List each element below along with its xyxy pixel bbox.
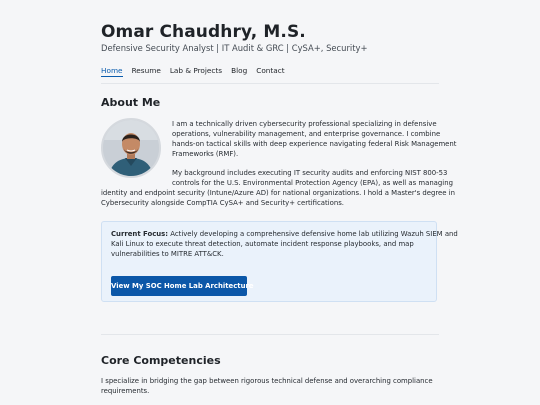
nav-contact[interactable]: Contact xyxy=(256,66,285,75)
about-heading: About Me xyxy=(101,96,161,109)
core-competencies-text xyxy=(101,376,439,396)
about-paragraph-2 xyxy=(101,168,455,208)
nav-lab-projects[interactable]: Lab & Projects xyxy=(169,66,223,75)
header-divider xyxy=(101,83,439,84)
section-divider xyxy=(101,334,439,335)
core-line: requirements. xyxy=(101,387,150,396)
about-p1-line: operations, vulnerability management, and enterprise governance. I combine xyxy=(172,130,441,139)
about-p2-line: Cybersecurity alongside CompTIA CySA+ and Security+ certifications. xyxy=(101,199,344,208)
core-line: I specialize in bridging the gap between rigorous technical defense and overarching compliance xyxy=(101,377,433,385)
nav-blog[interactable]: Blog xyxy=(231,66,248,75)
core-competencies-heading: Core Competencies xyxy=(101,354,221,367)
site-tagline: Defensive Security Analyst | IT Audit & GRC | CySA+, Security+ xyxy=(101,43,368,53)
about-p1-line: hands-on tactical skills with deep experience navigating federal Risk Management xyxy=(172,140,457,149)
focus-line: Actively developing a comprehensive defensive home lab utilizing Wazuh SIEM and xyxy=(168,230,458,238)
nav-resume[interactable]: Resume xyxy=(131,66,161,75)
current-focus-text xyxy=(111,229,458,260)
current-focus-label: Current Focus: xyxy=(111,230,169,238)
about-p1-line: I am a technically driven cybersecurity professional specializing in defensive xyxy=(172,120,437,128)
focus-line: Kali Linux to execute threat detection, automate incident response playbooks, and map xyxy=(111,240,414,249)
current-focus-callout xyxy=(101,221,458,302)
about-p2-line: controls for the U.S. Environmental Protection Agency (EPA), as well as managing xyxy=(172,179,453,188)
focus-line: vulnerabilities to MITRE ATT&CK. xyxy=(111,250,224,259)
about-p2-line: identity and endpoint security (Intune/Azure AD) for national organizations. I hold a Master's degree in xyxy=(101,189,455,198)
about-p1-line: Frameworks (RMF). xyxy=(172,150,239,159)
about-paragraph-1 xyxy=(101,119,457,159)
main-nav xyxy=(101,66,285,77)
view-soc-lab-button[interactable]: View My SOC Home Lab Architecture xyxy=(111,276,247,296)
nav-home[interactable]: Home xyxy=(101,66,123,75)
site-name: Omar Chaudhry, M.S. xyxy=(101,22,306,42)
about-p2-line: My background includes executing IT security audits and enforcing NIST 800-53 xyxy=(172,169,448,177)
